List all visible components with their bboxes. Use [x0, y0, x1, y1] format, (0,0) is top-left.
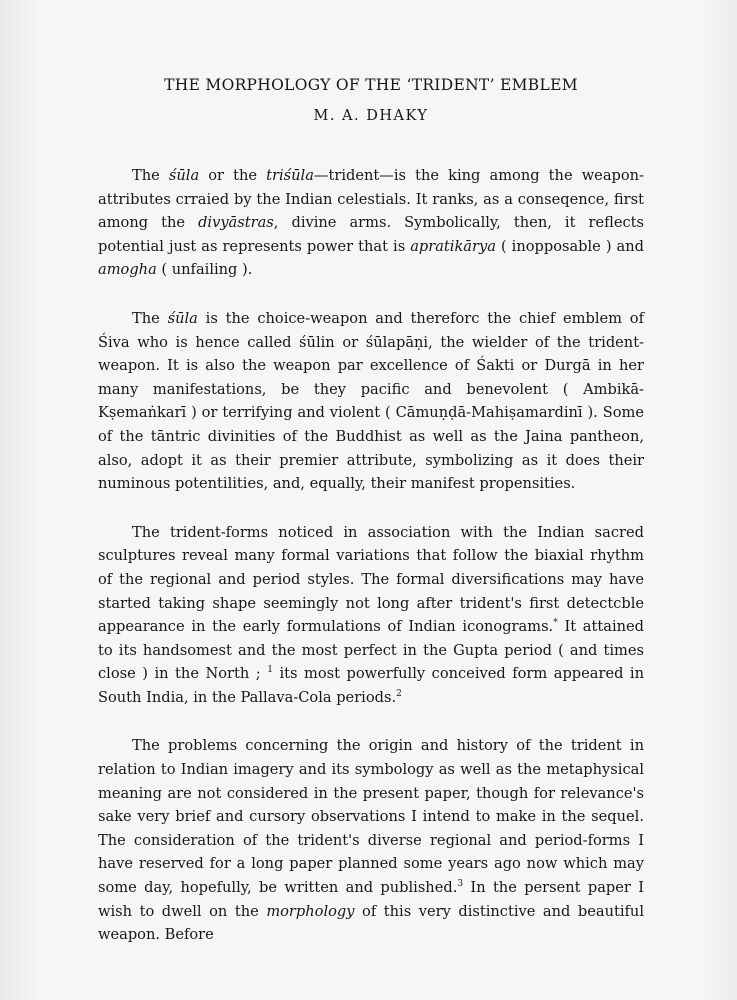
footnote-marker-3: 3: [457, 879, 464, 890]
article: [98, 70, 644, 972]
term-trisula: triśūla: [266, 167, 314, 184]
paragraph-4: The problems concerning the origin and history of the trident in relation to Indian imagery and its symbology as well as the metaphysical meaning are not considered in the present paper, though for relevance's sake very brief and cursory observations I intend to make in the sequel. The consideration of the trident's diverse regional and period-forms I have reserved for a long paper planned some years ago now which may some day, hopefully, be written and published.$^3$ In the persent paper I wish to dwell on the morphology of this very distinctive and beautiful weapon. Before: [98, 737, 645, 944]
paragraph-2: The śūla is the choice-weapon and thereforc the chief emblem of Śiva who is hence called śūlin or śūlapāṇi, the wielder of the trident-weapon. It is also the weapon par excellence of Śakti or Durgā in her many manifestations, be they pacific and benevolent ( Ambikā-Kṣemaṅkarī ) or terrifying and violent ( Cāmuṇḍā-Mahiṣamardinī ). Some of the tāntric divinities of the Buddhist as well as the Jaina pantheon, also, adopt it as their premier attribute, symbolizing as it does their numinous potentilities, and, equally, their manifest propensities.: [98, 309, 644, 493]
term-sula: śūla: [167, 309, 198, 327]
article-author: M. A. DHAKY: [313, 108, 429, 124]
paragraph-3: The trident-forms noticed in association with the Indian sacred sculptures reveal many formal variations that follow the biaxial rhythm of the regional and period styles. The formal diversifications may have started taking shape seemingly not long after trident's first detectcble appearance in the early formulations of Indian iconograms.* It attained to its handsomest and the most perfect in the Gupta period ( and times close ) in the North ; $^1$ its most powerfully conceived form appeared in South India, in the Pallava-Cola periods.$^2$: [98, 523, 644, 706]
term-amogha: amogha: [98, 261, 157, 279]
article-title: THE MORPHOLOGY OF THE ‘TRIDENT’ EMBLEM: [164, 76, 578, 94]
paragraph-1: The śūla or the triśūla—trident—is the king among the weapon-attributes crraied by the Indian celestials. It ranks, as a conseqence, first among the divyāstras, divine arms. Symbolically, then, it reflects potential just as represents power that is apratikārya ( inopposable ) and amogha ( unfailing ).: [98, 167, 644, 279]
term-divyastras: divyāstras: [198, 214, 274, 232]
footnote-marker-2: 2: [396, 689, 402, 700]
term-apratikarya: apratikārya: [410, 237, 496, 255]
term-morphology: morphology: [266, 902, 355, 920]
footnote-marker-star: *: [553, 618, 558, 629]
footnote-marker-1: 1: [267, 665, 273, 676]
term-sula: śūla: [168, 167, 200, 184]
